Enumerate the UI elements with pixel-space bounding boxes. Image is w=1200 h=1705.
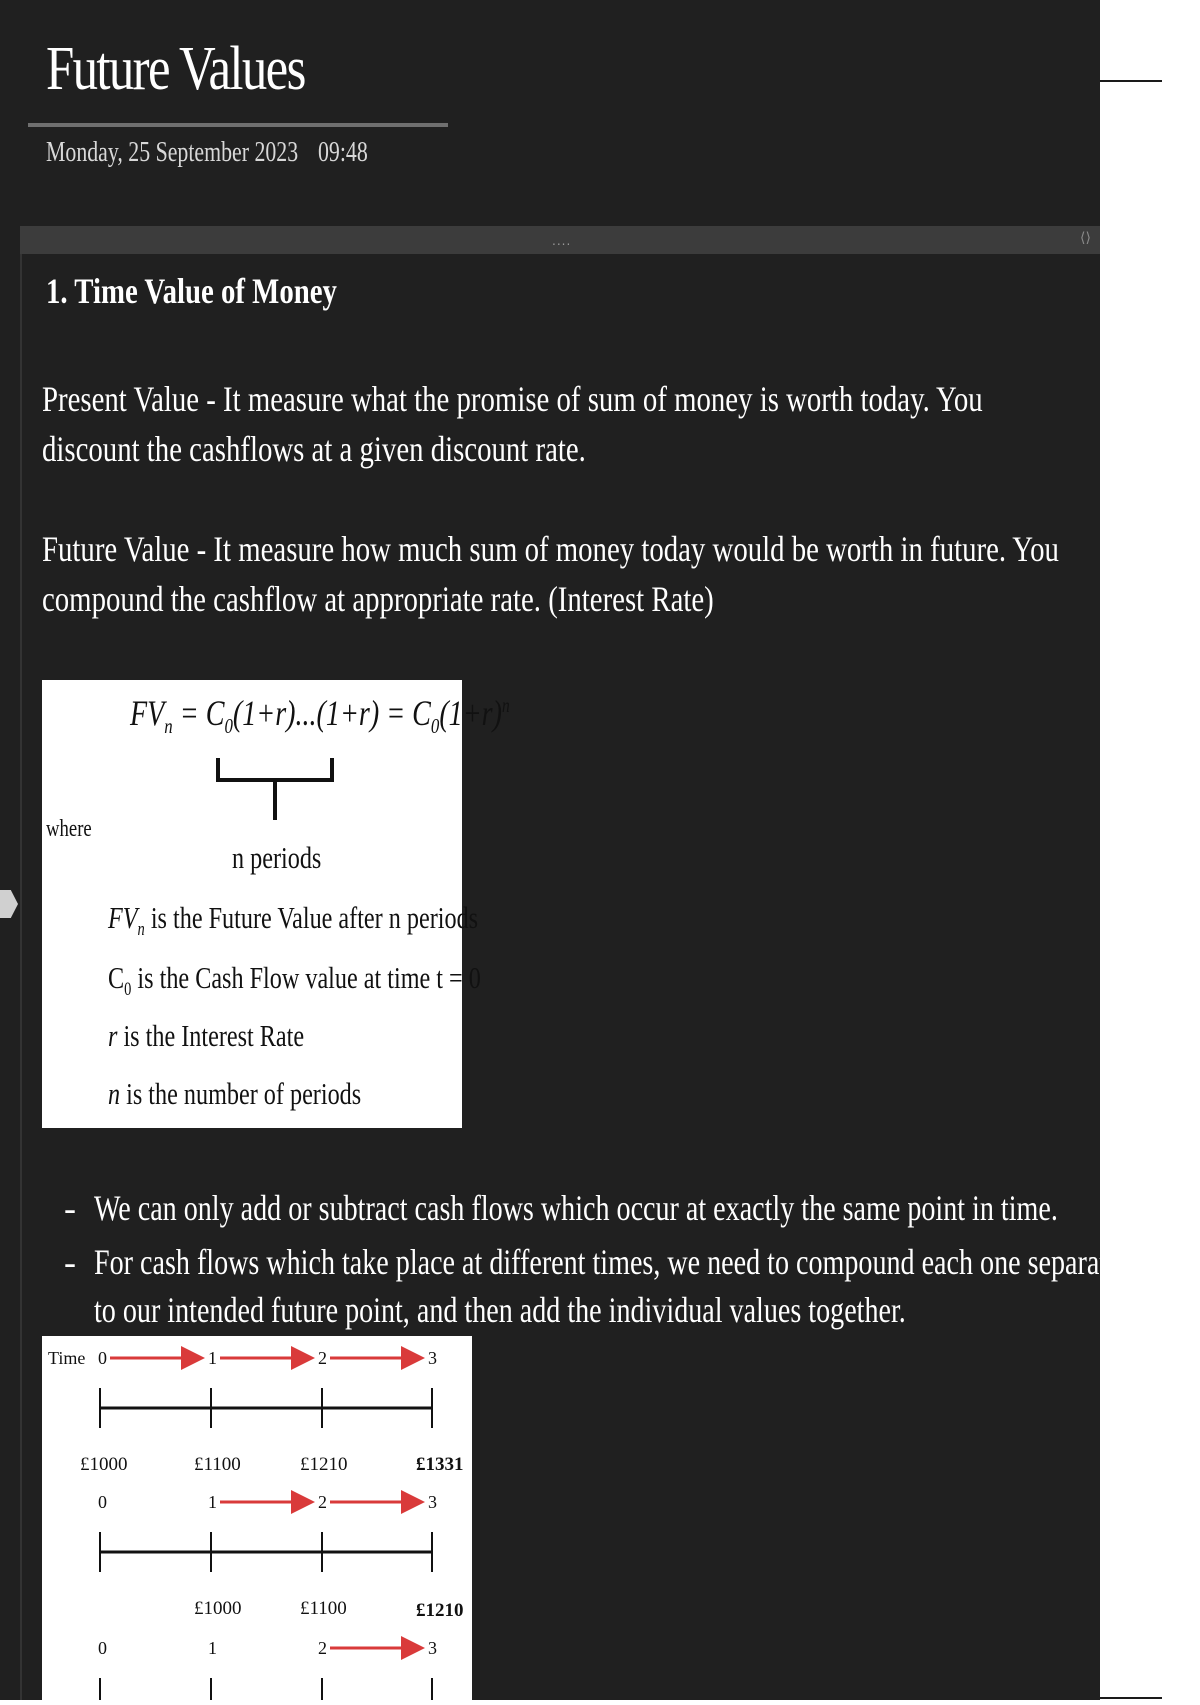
time-label: Time xyxy=(48,1348,86,1368)
tick-label: 3 xyxy=(428,1348,437,1368)
tick-label: 3 xyxy=(428,1492,437,1512)
cashflow-total: £1331 xyxy=(416,1454,464,1475)
section-heading[interactable]: 1. Time Value of Money xyxy=(46,271,337,311)
brace-icon xyxy=(212,752,342,832)
title-underline xyxy=(28,123,448,127)
tick-label: 0 xyxy=(98,1638,107,1658)
definition-fv: $FV_n$ is the Future Value after n periods xyxy=(108,900,479,941)
page-edge-rule xyxy=(1100,80,1162,82)
cashflow-value: £1100 xyxy=(194,1454,241,1475)
tick-label: 2 xyxy=(318,1348,327,1368)
page-title[interactable]: Future Values xyxy=(46,35,305,103)
future-value-paragraph[interactable]: Future Value - It measure how much sum of money today would be worth in future. You compound the cashflow at appropriate rate. (Interest Rate) xyxy=(42,529,1059,619)
cashflow-value: £1000 xyxy=(80,1454,128,1475)
cashflow-value: £1000 xyxy=(194,1598,242,1619)
tick-label: 0 xyxy=(98,1348,107,1368)
n-periods-label: n periods xyxy=(232,840,322,875)
tick-label: 1 xyxy=(208,1348,217,1368)
page-time: 09:48 xyxy=(318,137,368,168)
page-edge-rule-bottom xyxy=(1100,1697,1162,1699)
tick-label: 2 xyxy=(318,1638,327,1658)
where-label: where xyxy=(46,816,92,842)
page-date: Monday, 25 September 2023 xyxy=(46,137,299,168)
tick-label: 1 xyxy=(208,1638,217,1658)
future-value-formula: $FV_n = C_0(1+r)...(1+r) = C_0(1+r)^n$ xyxy=(130,693,510,739)
tick-label: 0 xyxy=(98,1492,107,1512)
definition-c0: $C_0$ is the Cash Flow value at time t = 0 xyxy=(108,960,481,1001)
formula-image[interactable] xyxy=(42,680,510,1128)
container-grip-handle[interactable]: .... xyxy=(552,234,572,248)
definition-n: n is the number of periods xyxy=(108,1076,362,1111)
tick-label: 2 xyxy=(318,1492,327,1512)
cashflow-value: £1100 xyxy=(300,1598,347,1619)
definition-r: r is the Interest Rate xyxy=(108,1018,305,1053)
present-value-paragraph[interactable]: Present Value - It measure what the promise of sum of money is worth today. You discount the cashflows at a given discount rate. xyxy=(42,379,983,469)
timeline-image[interactable] xyxy=(42,1336,472,1700)
container-border xyxy=(20,254,22,1700)
cashflow-value: £1210 xyxy=(300,1454,348,1475)
tick-label: 3 xyxy=(428,1638,437,1658)
resize-handle-icon[interactable]: ⟨⟩ xyxy=(1080,230,1091,246)
tick-label: 1 xyxy=(208,1492,217,1512)
cashflow-total: £1210 xyxy=(416,1600,464,1621)
